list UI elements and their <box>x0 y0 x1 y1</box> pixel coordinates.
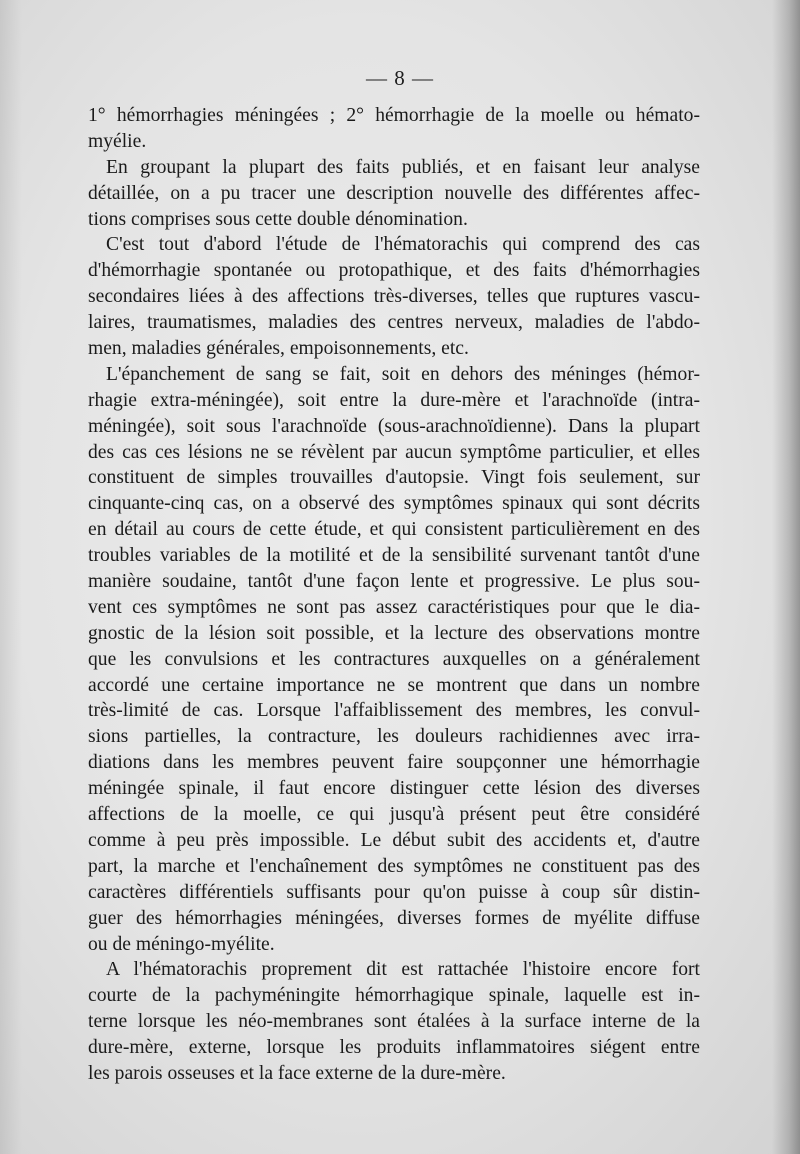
text-line: L'épanchement de sang se fait, soit en dehors des méninges (hémor- <box>106 363 700 385</box>
text-line: gnostic de la lésion soit possible, et la lecture des observations montre <box>88 622 700 644</box>
text-line: méningée), soit sous l'arachnoïde (sous-arachnoïdienne). Dans la plupart <box>88 415 700 437</box>
text-line: vent ces symptômes ne sont pas assez caractéristiques pour que le dia- <box>88 596 700 618</box>
text-line: accordé une certaine importance ne se montrent que dans un nombre <box>88 674 700 696</box>
text-line: men, maladies générales, empoisonnements, etc. <box>88 338 469 360</box>
text-line: secondaires liées à des affections très-diverses, telles que ruptures vascu- <box>88 286 700 308</box>
text-line: les parois osseuses et la face externe de la dure-mère. <box>88 1062 506 1084</box>
text-line: caractères différentiels suffisants pour qu'on puisse à coup sûr distin- <box>88 881 700 903</box>
text-line: des cas ces lésions ne se révèlent par aucun symptôme particulier, et elles <box>88 441 700 463</box>
text-line: détaillée, on a pu tracer une description nouvelle des différentes affec- <box>88 182 700 204</box>
text-line: diations dans les membres peuvent faire soupçonner une hémorrhagie <box>88 752 700 774</box>
text-line: que les convulsions et les contractures auxquelles on a généralement <box>88 648 700 670</box>
text-line: C'est tout d'abord l'étude de l'hématorachis qui comprend des cas <box>106 234 700 256</box>
text-line: troubles variables de la motilité et de la sensibilité survenant tantôt d'une <box>88 545 700 567</box>
page-right-shadow <box>772 0 800 1154</box>
text-line: très-limité de cas. Lorsque l'affaiblissement des membres, les convul- <box>88 700 700 722</box>
text-line: sions partielles, la contracture, les douleurs rachidiennes avec irra- <box>88 726 700 748</box>
text-line: terne lorsque les néo-membranes sont étalées à la surface interne de la <box>88 1011 700 1033</box>
text-line: constituent de simples trouvailles d'autopsie. Vingt fois seulement, sur <box>88 467 700 489</box>
text-line: A l'hématorachis proprement dit est rattachée l'histoire encore fort <box>106 959 700 981</box>
page-number: — 8 — <box>366 66 434 90</box>
text-line: myélie. <box>88 130 147 152</box>
text-line: tions comprises sous cette double dénomination. <box>88 208 468 230</box>
text-line: laires, traumatismes, maladies des centres nerveux, maladies de l'abdo- <box>88 312 700 334</box>
paragraph <box>88 957 700 1086</box>
text-line: d'hémorrhagie spontanée ou protopathique, et des faits d'hémorrhagies <box>88 260 700 282</box>
text-line: En groupant la plupart des faits publiés, et en faisant leur analyse <box>106 156 700 178</box>
paragraph <box>88 232 700 361</box>
paragraph <box>88 155 700 233</box>
page-left-shadow <box>0 0 22 1154</box>
text-line: dure-mère, externe, lorsque les produits inflammatoires siégent entre <box>88 1037 700 1059</box>
text-line: comme à peu près impossible. Le début subit des accidents et, d'autre <box>88 829 700 851</box>
text-line: manière soudaine, tantôt d'une façon lente et progressive. Le plus sou- <box>88 571 700 593</box>
body-text <box>88 103 700 1087</box>
paragraph <box>88 362 700 957</box>
paragraph <box>88 103 700 155</box>
text-line: affections de la moelle, ce qui jusqu'à présent peut être considéré <box>88 804 700 826</box>
text-line: méningée spinale, il faut encore distinguer cette lésion des diverses <box>88 778 700 800</box>
text-line: courte de la pachyméningite hémorrhagique spinale, laquelle est in- <box>88 985 700 1007</box>
text-line: en détail au cours de cette étude, et qui consistent particulièrement en des <box>88 519 700 541</box>
text-line: cinquante-cinq cas, on a observé des symptômes spinaux qui sont décrits <box>88 493 700 515</box>
text-line: ou de méningo-myélite. <box>88 933 275 955</box>
text-line: part, la marche et l'enchaînement des symptômes ne constituent pas des <box>88 855 700 877</box>
text-line: rhagie extra-méningée), soit entre la dure-mère et l'arachnoïde (intra- <box>88 389 700 411</box>
text-line: 1° hémorrhagies méningées ; 2° hémorrhagie de la moelle ou hémato- <box>88 105 700 126</box>
text-line: guer des hémorrhagies méningées, diverses formes de myélite diffuse <box>88 907 700 929</box>
